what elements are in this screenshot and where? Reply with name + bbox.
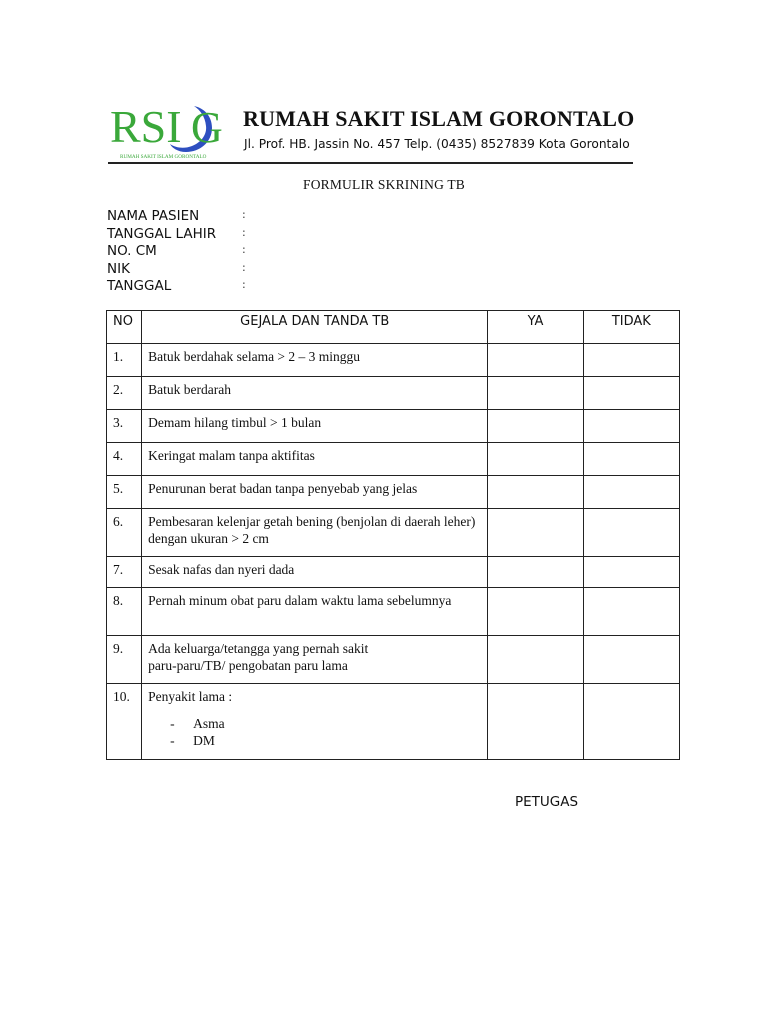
- no-checkbox-cell[interactable]: [583, 377, 679, 410]
- row-number: 1.: [107, 344, 142, 377]
- field-separator: :: [242, 208, 246, 221]
- yes-checkbox-cell[interactable]: [488, 509, 583, 557]
- list-item: [148, 732, 481, 749]
- yes-checkbox-cell[interactable]: [488, 377, 583, 410]
- table-row: [107, 557, 680, 588]
- no-checkbox-cell[interactable]: [583, 684, 679, 760]
- row-number: 9.: [107, 636, 142, 684]
- yes-checkbox-cell[interactable]: [488, 636, 583, 684]
- table-row: [107, 684, 680, 760]
- yes-checkbox-cell[interactable]: [488, 588, 583, 636]
- list-item-text: Asma: [193, 716, 225, 731]
- row-symptom: Pernah minum obat paru dalam waktu lama sebelumnya: [142, 588, 488, 636]
- field-label: NIK: [107, 260, 130, 277]
- field-separator: :: [242, 243, 246, 256]
- yes-checkbox-cell[interactable]: [488, 443, 583, 476]
- no-checkbox-cell[interactable]: [583, 636, 679, 684]
- table-header-row: [107, 311, 680, 344]
- symptom-text: Penyakit lama :: [148, 689, 233, 704]
- no-checkbox-cell[interactable]: [583, 344, 679, 377]
- row-symptom: Demam hilang timbul > 1 bulan: [142, 410, 488, 443]
- field-label: TANGGAL LAHIR: [107, 225, 217, 242]
- row-symptom: Penurunan berat badan tanpa penyebab yang jelas: [142, 476, 488, 509]
- table-row: [107, 377, 680, 410]
- row-number: 7.: [107, 557, 142, 588]
- table-row: [107, 509, 680, 557]
- header-no: NO: [107, 311, 142, 344]
- symptom-line: Ada keluarga/tetangga yang pernah sakit: [148, 641, 369, 656]
- table-row: [107, 476, 680, 509]
- table-row: [107, 410, 680, 443]
- no-checkbox-cell[interactable]: [583, 476, 679, 509]
- row-symptom: [142, 684, 488, 760]
- form-title: FORMULIR SKRINING TB: [302, 177, 466, 192]
- yes-checkbox-cell[interactable]: [488, 344, 583, 377]
- yes-checkbox-cell[interactable]: [488, 476, 583, 509]
- no-checkbox-cell[interactable]: [583, 557, 679, 588]
- list-dash: -: [170, 716, 175, 731]
- table-row: [107, 443, 680, 476]
- list-dash: -: [170, 733, 175, 748]
- row-number: 10.: [107, 684, 142, 760]
- logo-subtext: RUMAH SAKIT ISLAM GORONTALO: [120, 154, 207, 160]
- header-symptom: GEJALA DAN TANDA TB: [142, 311, 488, 344]
- logo-letters-rsi: RSI: [110, 101, 182, 152]
- officer-signature-label: PETUGAS: [515, 794, 579, 810]
- yes-checkbox-cell[interactable]: [488, 557, 583, 588]
- row-symptom: [142, 636, 488, 684]
- header-divider: [108, 162, 633, 164]
- yes-checkbox-cell[interactable]: [488, 684, 583, 760]
- row-number: 8.: [107, 588, 142, 636]
- field-separator: :: [242, 278, 246, 291]
- row-symptom: Sesak nafas dan nyeri dada: [142, 557, 488, 588]
- row-symptom: Keringat malam tanpa aktifitas: [142, 443, 488, 476]
- no-checkbox-cell[interactable]: [583, 588, 679, 636]
- field-separator: :: [242, 225, 246, 239]
- table-row: [107, 344, 680, 377]
- disease-list: [148, 715, 481, 749]
- table-row: [107, 588, 680, 636]
- table-row: [107, 636, 680, 684]
- row-number: 3.: [107, 410, 142, 443]
- list-item: [148, 715, 481, 732]
- header-yes: YA: [488, 311, 583, 344]
- hospital-name: RUMAH SAKIT ISLAM GORONTALO: [243, 106, 635, 131]
- logo-letter-g: G: [191, 103, 223, 152]
- screening-table: [106, 310, 680, 760]
- row-symptom: Pembesaran kelenjar getah bening (benjolan di daerah leher) dengan ukuran > 2 cm: [142, 509, 488, 557]
- no-checkbox-cell[interactable]: [583, 410, 679, 443]
- row-symptom: Batuk berdahak selama > 2 – 3 minggu: [142, 344, 488, 377]
- no-checkbox-cell[interactable]: [583, 443, 679, 476]
- row-number: 5.: [107, 476, 142, 509]
- yes-checkbox-cell[interactable]: [488, 410, 583, 443]
- field-label: TANGGAL: [107, 278, 172, 294]
- field-label: NAMA PASIEN: [107, 208, 200, 224]
- hospital-logo: [108, 98, 224, 160]
- row-symptom: Batuk berdarah: [142, 377, 488, 410]
- list-item-text: DM: [193, 733, 215, 748]
- header-no-answer: TIDAK: [583, 311, 679, 344]
- field-label: NO. CM: [107, 243, 157, 259]
- hospital-address: Jl. Prof. HB. Jassin No. 457 Telp. (0435) 8527839 Kota Gorontalo: [244, 137, 630, 151]
- field-separator: :: [242, 260, 246, 274]
- row-number: 2.: [107, 377, 142, 410]
- row-number: 4.: [107, 443, 142, 476]
- symptom-line: paru-paru/TB/ pengobatan paru lama: [148, 658, 348, 673]
- row-number: 6.: [107, 509, 142, 557]
- no-checkbox-cell[interactable]: [583, 509, 679, 557]
